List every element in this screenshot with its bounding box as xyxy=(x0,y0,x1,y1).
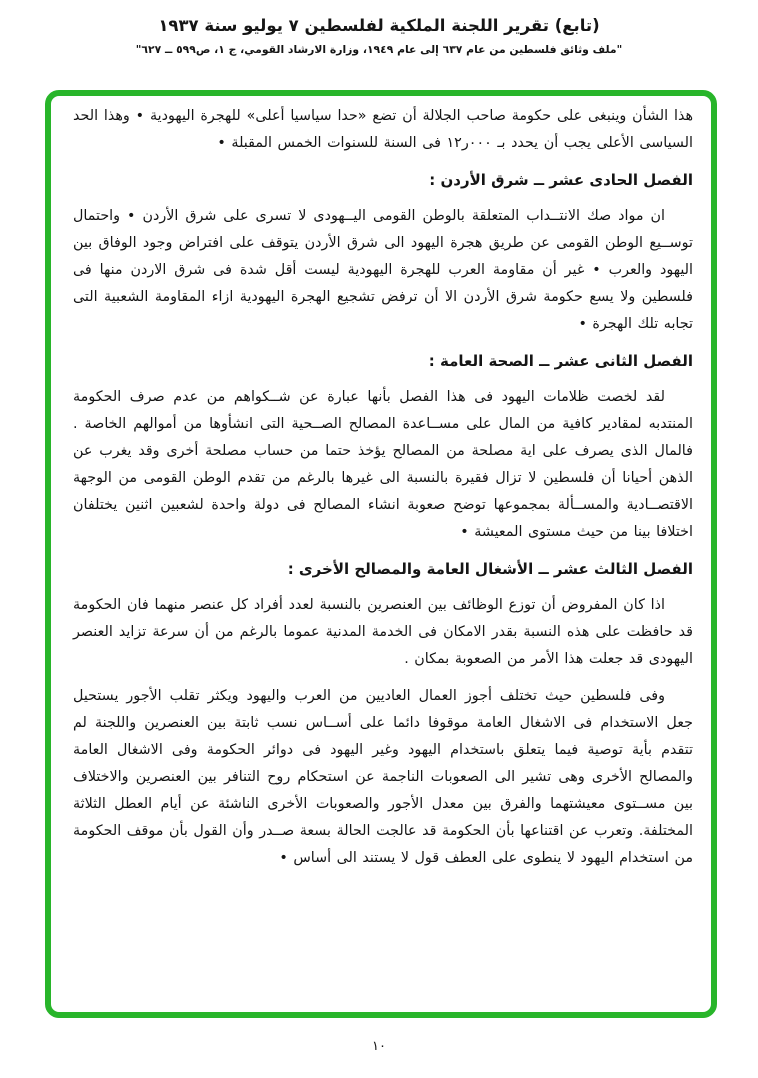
chapter-13-paragraph-1: اذا كان المفروض أن توزع الوظائف بين العنصرين بالنسبة لعدد أفراد كل عنصر منهما فان الحكومة قد حافظت على هذه النسبة بقدر الامكان فى الخدمة المدنية عموما بالرغم من أن سرعة تزايد العنصر اليهودى قد جعلت هذا الأمر من الصعوبة بمكان . xyxy=(73,597,693,667)
chapter-12-heading: الفصل الثانى عشر ــ الصحة العامة : xyxy=(428,352,693,370)
page-header xyxy=(0,0,758,56)
document-text-frame xyxy=(45,90,717,1018)
document-title: (تابع) تقرير اللجنة الملكية لفلسطين ٧ يوليو سنة ١٩٣٧ xyxy=(158,16,600,35)
page-number: ١٠ xyxy=(372,1039,386,1054)
chapter-13-heading: الفصل الثالث عشر ــ الأشغال العامة والمصالح الأخرى : xyxy=(287,560,693,578)
chapter-12-paragraph: لقد لخصت ظلامات اليهود فى هذا الفصل بأنها عبارة عن شــكواهم من عدم صرف الحكومة المنتدبه لمقادير كافية من المال على مســاعدة المصالح الصــحية التى انشأوها من أموالهم الخاصة . فالمال الذى يصرف على اية مصلحة من المصالح يؤخذ حتما من حساب مصلحة أخرى وقد يغرب عن الذهن أحيانا أن فلسطين لا تزال فقيرة بالنسبة الى غيرها بالرغم من تقدم الوطن القومى من الوجهة الاقتصــادية والمســألة بمجموعها توضح صعوبة انشاء المصالح فى دولة واحدة لشعبين اثنين يختلفان اختلافا بينا من حيث مستوى المعيشة • xyxy=(73,389,693,540)
source-citation: "ملف وثائق فلسطين من عام ٦٣٧ إلى عام ١٩٤٩، وزارة الارشاد القومي، ج ١، ص٥٩٩ ــ ٦٢٧" xyxy=(135,43,623,56)
chapter-11-paragraph: ان مواد صك الانتــداب المتعلقة بالوطن القومى اليــهودى لا تسرى على شرق الأردن • واحتمال توســيع الوطن القومى عن طريق هجرة اليهود الى شرق الأردن يتوقف على افتراض وجود الوفاق بين اليهود والعرب • غير أن مقاومة العرب للهجرة اليهودية ليست أقل شدة فى شرق الاردن منها فى فلسطين ولا يسع حكومة شرق الأردن الا أن ترفض تشجيع الهجرة اليهودية ازاء المقاومة الشعبية التى تجابه تلك الهجرة • xyxy=(73,208,693,332)
chapter-11-heading: الفصل الحادى عشر ــ شرق الأردن : xyxy=(429,171,693,189)
chapter-13-paragraph-2: وفى فلسطين حيث تختلف أجوز العمال العاديين من العرب واليهود ويكثر تقلب الأجور يستحيل جعل الاستخدام فى الاشغال العامة موقوفا دائما على أســاس نسب ثابتة بين العنصرين واللجنة لم تتقدم بأية توصية فيما يتعلق باستخدام اليهود وغير اليهود فى دوائر الحكومة وفى الاشغال العامة والمصالح الأخرى وهى تشير الى الصعوبات الناجمة عن استحكام روح التنافر بين العنصرين والاختلاف بين مســتوى معيشتهما والفرق بين معدل الأجور والصعوبات الأخرى الناشئة عن أيام العطل الثلاثة المختلفة. وتعرب عن اقتناعها بأن الحكومة قد عالجت الحالة بسعة صــدر وأن القول بأن موقف الحكومة من استخدام اليهود لا ينطوى على العطف قول لا يستند الى أساس • xyxy=(73,688,693,866)
paragraph-continuation: هذا الشأن وينبغى على حكومة صاحب الجلالة أن تضع «حدا سياسيا أعلى» للهجرة اليهودية • وهذا الحد السياسى الأعلى يجب أن يحدد بـ ٠٠٠ر١٢ فى السنة للسنوات الخمس المقبلة • xyxy=(73,108,693,151)
